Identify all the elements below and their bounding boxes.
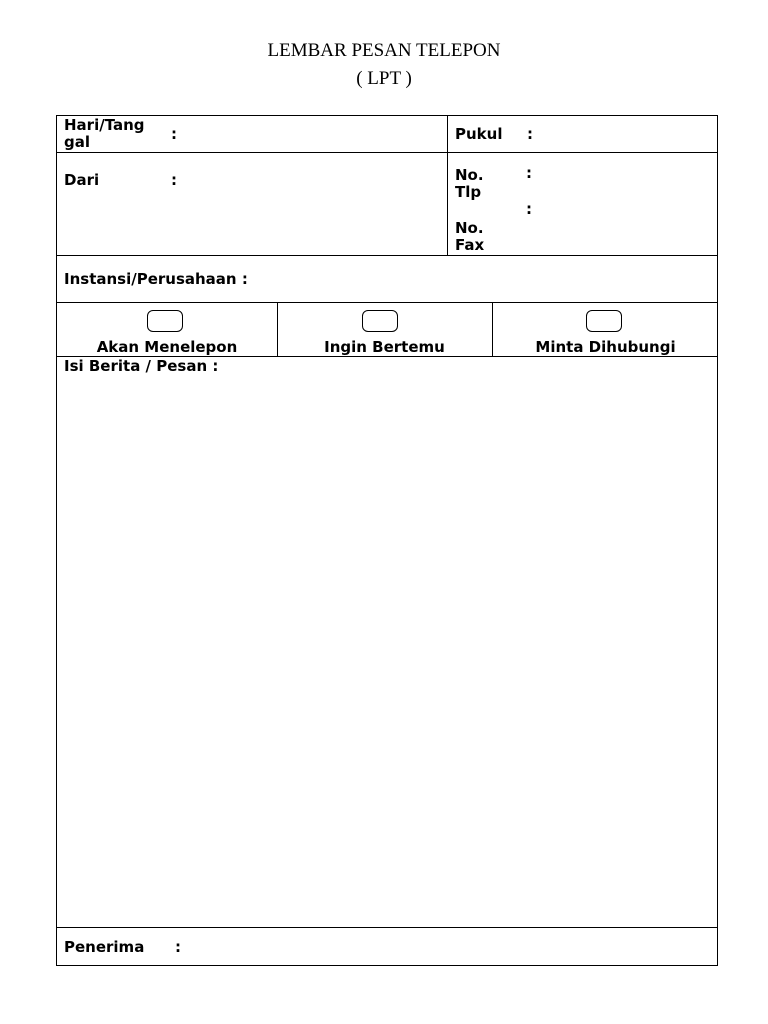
row-divider [57, 152, 717, 153]
row-divider [57, 302, 717, 303]
no-tlp-colon: : [526, 164, 532, 182]
hari-tanggal-colon: : [171, 125, 177, 143]
column-divider [447, 116, 448, 255]
message-form [56, 115, 718, 966]
dari-label: Dari [64, 171, 100, 189]
minta-dihubungi-checkbox[interactable] [586, 310, 622, 332]
document-subtitle: ( LPT ) [356, 68, 412, 89]
penerima-colon: : [175, 938, 181, 956]
message-body-area[interactable] [61, 378, 711, 923]
hari-label-line2: gal [64, 133, 91, 151]
minta-dihubungi-label: Minta Dihubungi [535, 338, 676, 356]
pukul-label: Pukul [455, 125, 503, 143]
no-tlp-line2: Tlp [455, 183, 482, 201]
no-tlp-label [455, 167, 484, 201]
instansi-label: Instansi/Perusahaan : [64, 270, 248, 288]
no-fax-line2: Fax [455, 236, 485, 254]
no-fax-line1: No. [455, 219, 484, 237]
no-fax-colon: : [526, 200, 532, 218]
penerima-label: Penerima [64, 938, 145, 956]
pukul-colon: : [527, 125, 533, 143]
row-divider [57, 927, 717, 928]
dari-colon: : [171, 171, 177, 189]
row-divider [57, 255, 717, 256]
isi-berita-label: Isi Berita / Pesan : [64, 357, 219, 375]
ingin-bertemu-label: Ingin Bertemu [324, 338, 445, 356]
akan-menelepon-checkbox[interactable] [147, 310, 183, 332]
no-tlp-line1: No. [455, 166, 484, 184]
document-title: LEMBAR PESAN TELEPON [267, 40, 501, 61]
hari-label-line1: Hari/Tang [64, 116, 145, 134]
no-fax-label [455, 220, 484, 254]
hari-tanggal-label [64, 117, 145, 151]
akan-menelepon-label: Akan Menelepon [96, 338, 238, 356]
ingin-bertemu-checkbox[interactable] [362, 310, 398, 332]
